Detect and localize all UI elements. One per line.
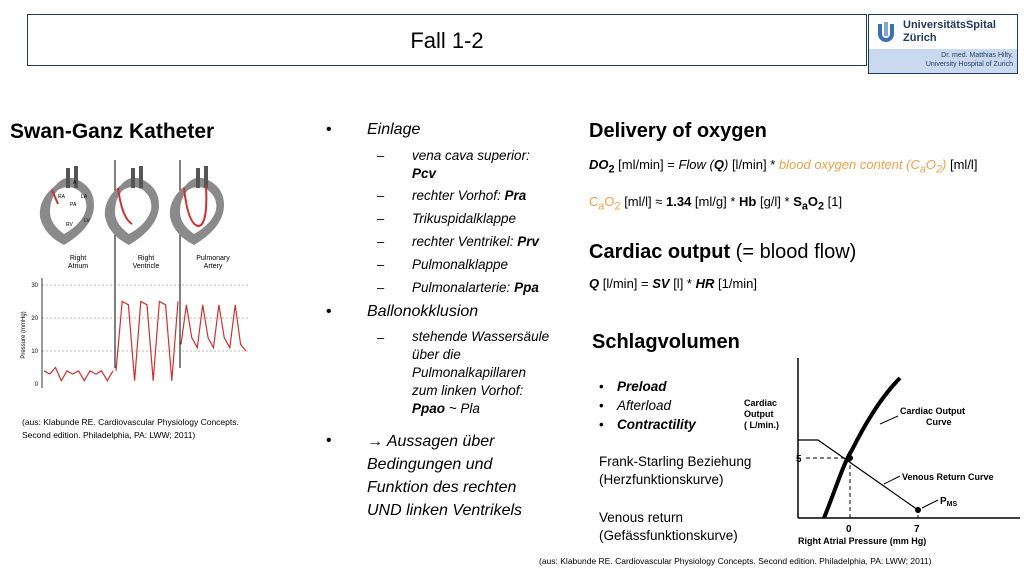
- cao2-hb: Hb: [739, 194, 757, 209]
- item-pulmonalarterie-text: Pulmonalarterie:: [412, 280, 515, 295]
- y-tick-30: 30: [31, 283, 38, 289]
- bullet-dot: •: [599, 398, 604, 413]
- y-axis-label: Pressure (mmHg): [21, 311, 27, 359]
- sv-bullet-preload: Preload: [617, 379, 667, 394]
- do2-unit2: [l/min] *: [728, 157, 779, 172]
- logo-subtitle-band: [869, 49, 1017, 73]
- co-unit3: [1/min]: [714, 276, 757, 291]
- sv-bullet-contractility: Contractility: [617, 417, 696, 432]
- cao2-unit1: [ml/l] ≈: [620, 194, 666, 209]
- cao2-unit4: [1]: [824, 194, 843, 209]
- cao2-s: S: [793, 194, 802, 209]
- item-prv: Prv: [517, 234, 540, 249]
- venous-return-curve: [798, 440, 918, 510]
- usz-logo-icon: [872, 18, 902, 48]
- item-ppao: Ppao: [412, 401, 446, 416]
- item-rechter-ventrikel-text: rechter Ventrikel:: [412, 234, 518, 249]
- co-unit1: [l/min] =: [599, 276, 653, 291]
- citation-left-line1: (aus: Klabunde RE. Cardiovascular Physiology Concepts.: [22, 417, 239, 427]
- title-bar: [27, 14, 867, 66]
- citation-bottom: (aus: Klabunde RE. Cardiovascular Physiology Concepts. Second edition. Philadelphia, PA: LWW; 2011): [539, 556, 932, 566]
- cardiac-output-formula: [589, 276, 757, 291]
- do2-unit3: [ml/l]: [946, 157, 978, 172]
- do2-q: Q: [713, 157, 724, 172]
- cao2-formula: [589, 194, 842, 213]
- dash: –: [377, 234, 385, 249]
- cao2-constant: 1.34: [666, 194, 692, 209]
- graph-x-tick-7: 7: [914, 524, 920, 535]
- item-rechter-vorhof: [412, 187, 526, 205]
- cao2-o: O: [604, 194, 615, 209]
- do2-sub-2: 2: [936, 163, 943, 176]
- wassersaeule-line1: stehende Wassersäule: [412, 329, 550, 344]
- item-pra: Pra: [504, 188, 527, 203]
- panel-label-2a: Right: [137, 255, 155, 262]
- swan-ganz-heading: Swan-Ganz Katheter: [10, 120, 215, 143]
- graph-y-label-2: Output: [744, 409, 774, 419]
- aussagen-line4: UND linken Ventrikels: [367, 502, 523, 519]
- cao2-sub-a: a: [598, 200, 605, 213]
- graph-pms-sub: MS: [946, 501, 958, 508]
- chamber-label-pa: PA: [70, 202, 77, 208]
- bullet-aussagen: [367, 430, 522, 522]
- dash: –: [377, 330, 385, 345]
- logo-name-line1: UniversitätsSpital: [903, 19, 996, 31]
- hospital-logo: [868, 14, 1018, 74]
- cao2-unit3: [g/l] *: [756, 194, 794, 209]
- chamber-label-rv: RV: [66, 222, 73, 228]
- item-vena-cava-text: vena cava superior:: [412, 148, 530, 163]
- do2-formula: [589, 157, 977, 176]
- heart-illustration-1: [40, 166, 94, 245]
- cao2-sub-2: 2: [614, 200, 621, 213]
- aussagen-line3: Funktion des rechten: [367, 479, 517, 496]
- graph-x-tick-0: 0: [846, 524, 852, 535]
- do2-sub: 2: [608, 163, 615, 176]
- wassersaeule-line4: zum linken Vorhof:: [412, 383, 524, 398]
- panel-label-3b: Artery: [203, 263, 223, 270]
- chamber-label-lv: LV: [84, 218, 90, 224]
- panel-label-3a: Pulmonary: [196, 255, 230, 262]
- bullet-dot: •: [599, 417, 604, 432]
- heart-illustration-3: [170, 166, 224, 245]
- wassersaeule-line3: Pulmonalkapillaren: [412, 365, 527, 380]
- bullet-dot: •: [599, 379, 604, 394]
- page-title: Fall 1-2: [410, 28, 484, 53]
- item-rechter-vorhof-text: rechter Vorhof:: [412, 188, 505, 203]
- citation-left-line2: Second edition. Philadelphia, PA: LWW; 2011): [22, 430, 196, 440]
- do2-o: O: [925, 157, 936, 172]
- delivery-heading: Delivery of oxygen: [589, 120, 767, 142]
- graph-y-label-1: Cardiac: [744, 398, 778, 408]
- item-pla: ~ Pla: [445, 401, 480, 416]
- dash: –: [377, 257, 385, 272]
- do2-flow-close: ): [723, 157, 729, 172]
- item-pulmonalklappe: Pulmonalklappe: [412, 257, 509, 272]
- pressure-trace-pulmonary-artery: [181, 305, 246, 351]
- do2-sub-a: a: [919, 163, 926, 176]
- item-trikuspidalklappe: Trikuspidalklappe: [412, 211, 517, 226]
- logo-name-line2: Zürich: [903, 32, 937, 44]
- co-hr: HR: [695, 276, 715, 291]
- dash: –: [377, 188, 385, 203]
- bullet-dot: •: [326, 303, 332, 320]
- item-ppa: Ppa: [514, 280, 539, 295]
- item-rechter-ventrikel: [412, 233, 539, 251]
- venous-return-line2: (Gefässfunktionskurve): [599, 528, 738, 543]
- co-q: Q: [589, 276, 600, 291]
- wassersaeule-line2: über die: [412, 347, 461, 362]
- cao2-sat-sub-2: 2: [818, 200, 825, 213]
- bullet-dot: •: [326, 432, 332, 449]
- item-pcv: Pcv: [412, 166, 437, 181]
- chamber-label-ra: RA: [58, 194, 65, 200]
- logo-subtitle-line1: Dr. med. Matthias Hilty,: [941, 52, 1013, 59]
- venous-return-line1: Venous return: [599, 510, 684, 525]
- dash: –: [377, 211, 385, 226]
- frank-starling-line1: Frank-Starling Beziehung: [599, 454, 752, 469]
- do2-unit1: [ml/min] =: [614, 157, 679, 172]
- graph-vr-curve-label: Venous Return Curve: [902, 472, 994, 482]
- chamber-label-a: A: [73, 180, 77, 186]
- bullet-dot: •: [326, 121, 332, 138]
- cardiac-output-heading: [589, 241, 856, 264]
- cao2-sat-o: O: [807, 194, 819, 209]
- sv-bullet-afterload: Afterload: [617, 398, 672, 413]
- panel-label-1b: Atrium: [67, 263, 89, 270]
- do2-content: blood oxygen content (C: [778, 157, 920, 172]
- chamber-label-la: LA: [81, 194, 88, 200]
- aussagen-line2: Bedingungen und: [367, 456, 493, 473]
- cardiac-output-heading-bold: Cardiac output: [589, 241, 731, 263]
- cao2-unit2: [ml/g] *: [691, 194, 739, 209]
- do2-flow: Flow (: [678, 157, 714, 172]
- pressure-trace-right-atrium: [44, 368, 113, 381]
- cao2-sat-sub-a: a: [801, 200, 808, 213]
- graph-pms-p: P: [940, 496, 947, 507]
- item-pulmonalarterie: [412, 279, 539, 297]
- dash: –: [377, 280, 385, 295]
- co-unit2: [l] *: [669, 276, 696, 291]
- schlagvolumen-heading: Schlagvolumen: [592, 331, 740, 353]
- cardiac-output-heading-rest: (= blood flow): [730, 241, 857, 263]
- cao2-c: C: [589, 194, 599, 209]
- panel-label-1a: Right: [69, 255, 87, 262]
- heart-illustration-2: [105, 166, 159, 245]
- y-tick-20: 20: [31, 316, 38, 322]
- graph-y-tick-5: 5: [796, 454, 802, 465]
- y-tick-10: 10: [31, 349, 38, 355]
- graph-y-label-3: ( L/min.): [744, 420, 779, 430]
- cardiac-output-curve: [824, 378, 900, 518]
- graph-co-curve-label-1: Cardiac Output: [900, 406, 966, 416]
- co-sv: SV: [652, 276, 670, 291]
- item-vena-cava: [412, 147, 530, 183]
- panel-label-2b: Ventricle: [132, 263, 160, 270]
- swan-ganz-diagram: [18, 160, 248, 388]
- do2-symbol: DO: [589, 157, 609, 172]
- frank-starling-graph: [740, 358, 1020, 548]
- dash: –: [377, 148, 385, 163]
- item-wassersaeule: [412, 328, 549, 418]
- bullet-ballonokklusion: Ballonokklusion: [367, 303, 479, 320]
- pressure-trace-right-ventricle: [116, 302, 178, 381]
- y-tick-0: 0: [34, 382, 38, 388]
- graph-pms-label: [940, 496, 958, 508]
- frank-starling-line2: (Herzfunktionskurve): [599, 472, 724, 487]
- logo-subtitle-line2: University Hospital of Zurich: [925, 61, 1013, 68]
- graph-co-curve-label-2: Curve: [926, 417, 952, 427]
- aussagen-line1: → Aussagen über: [367, 433, 495, 450]
- graph-x-label: Right Atrial Pressure (mm Hg): [798, 536, 927, 546]
- do2-close: ): [942, 157, 947, 172]
- bullet-einlage: Einlage: [367, 121, 421, 138]
